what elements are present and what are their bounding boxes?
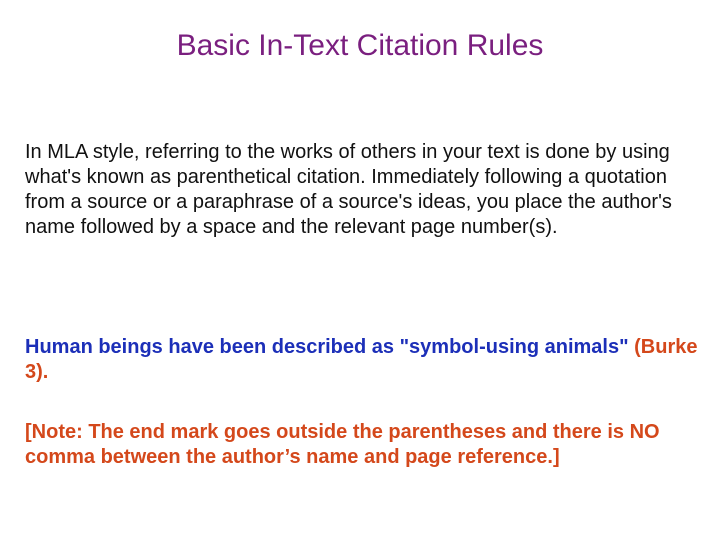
slide-title: Basic In-Text Citation Rules [176, 29, 544, 62]
body-paragraph: In MLA style, referring to the works of others in your text is done by using what's known as parenthetical citation. Immediately following a quotation from a source or a paraphrase of a source's ideas, you place the author's name followed by a space and the relevant page number(s). [25, 141, 672, 238]
example-citation: (Burke 3). [25, 336, 698, 383]
note-text: [Note: The end mark goes outside the parentheses and there is NO comma between the author’s name and page reference.] [25, 421, 660, 468]
citation-example [25, 335, 705, 385]
example-quote: Human beings have been described as "symbol-using animals" [25, 336, 629, 358]
